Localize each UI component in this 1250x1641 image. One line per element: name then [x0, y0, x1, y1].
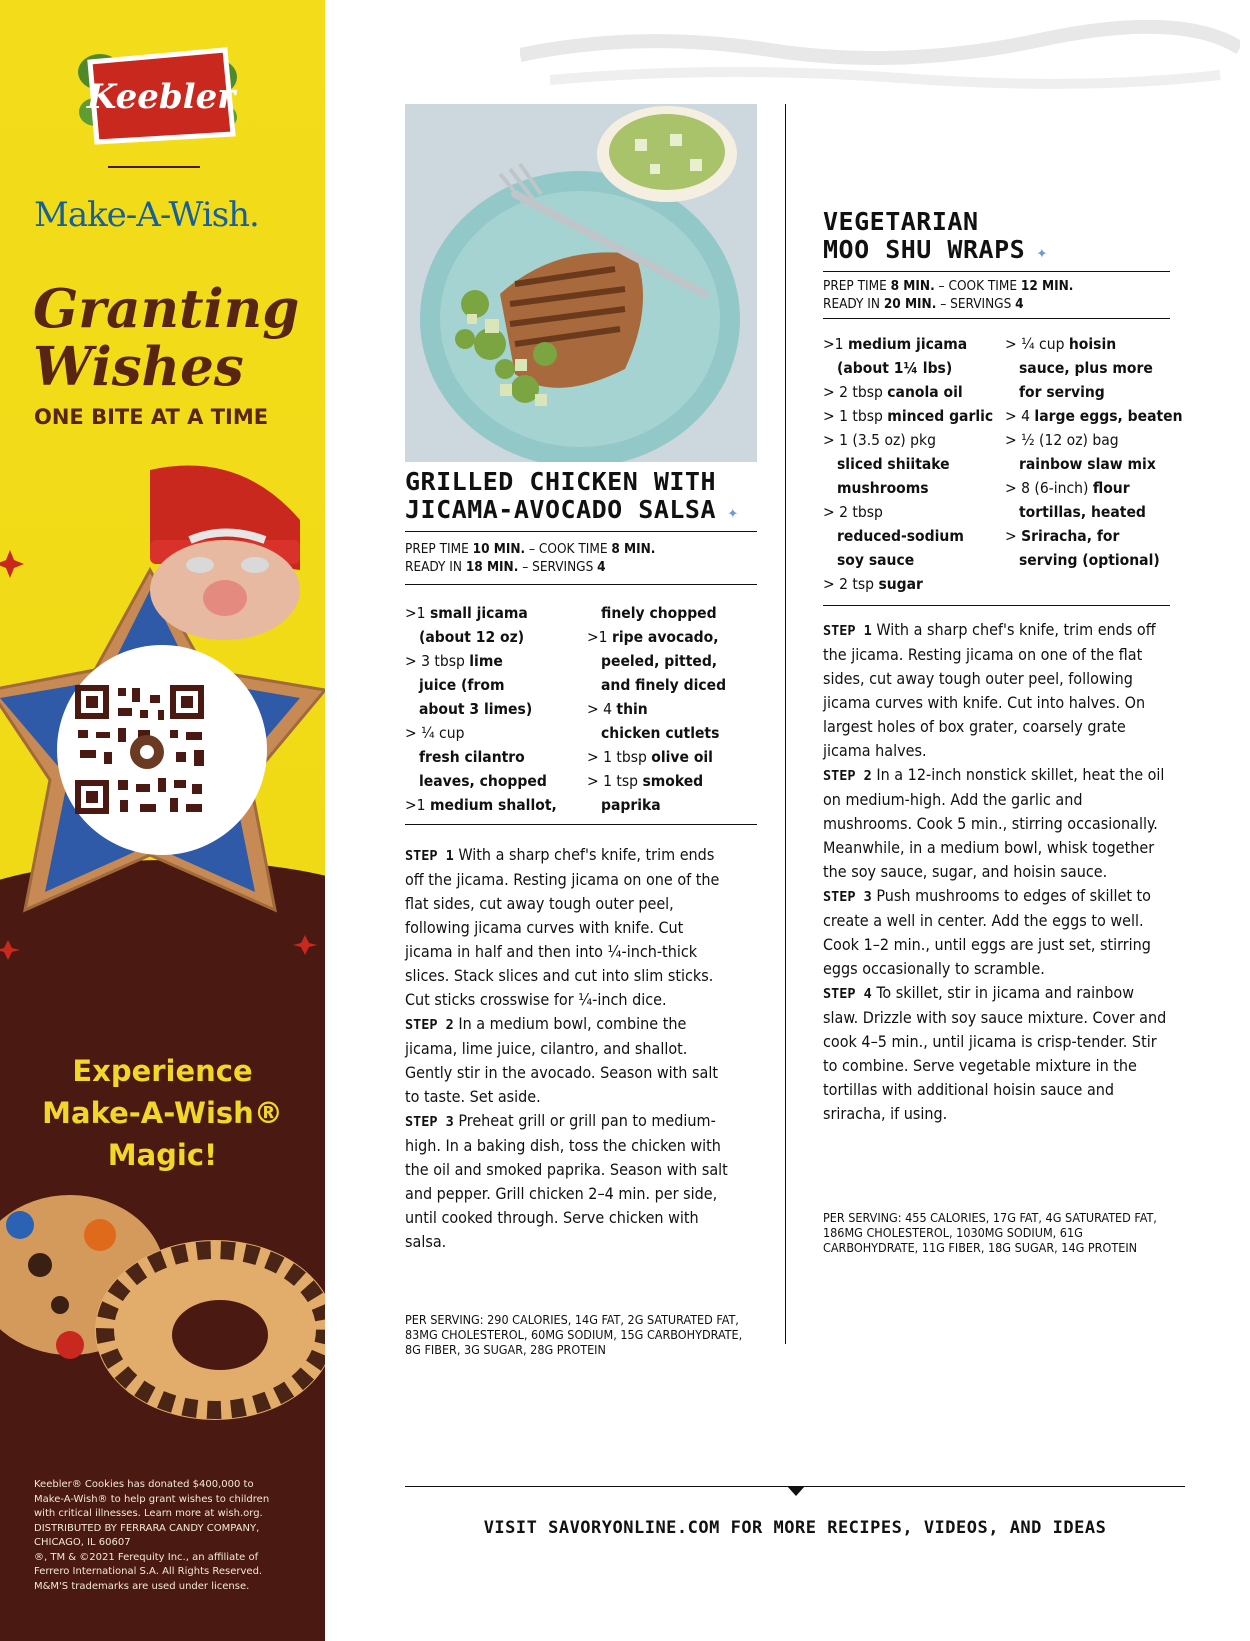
- ingredient-line: leaves, chopped: [419, 772, 547, 790]
- recipe2-title: [823, 208, 1048, 267]
- keebler-ad: [0, 0, 325, 1641]
- recipe-step: STEP 3 Push mushrooms to edges of skillet to create a well in center. Add the eggs to well. Cook 1–2 min., until eggs are just set, stirring eggs occasionally to scramble.: [823, 886, 1151, 978]
- ingredient-line: >1 medium jicama: [823, 335, 968, 353]
- ingredient-line: fresh cilantro: [419, 748, 525, 766]
- grilled-chicken-photo: [405, 104, 757, 462]
- sparkle-icon: ✦: [1025, 242, 1048, 263]
- make-a-wish-logo: Make-A-Wish.: [34, 195, 259, 235]
- ingredient-line: juice (from: [419, 676, 505, 694]
- sparkle-icon: [0, 940, 20, 960]
- recipe2-nutrition: PER SERVING: 455 CALORIES, 17G FAT, 4G SATURATED FAT, 186MG CHOLESTEROL, 1030MG SODIUM, 61G CARBOHYDRATE, 11G FIBER, 18G SUGAR, 14G PROTEIN: [823, 1210, 1157, 1255]
- ingredient-line: sliced shiitake: [837, 455, 950, 473]
- decorative-scribble: [520, 20, 1240, 110]
- ingredient-line: > 2 tsp sugar: [823, 575, 923, 593]
- ingredient-line: > ¼ cup hoisin: [1005, 335, 1117, 353]
- ingredient-line: soy sauce: [837, 551, 915, 569]
- footer-arrow-icon: [787, 1486, 805, 1496]
- ingredient-line: > 2 tbsp canola oil: [823, 383, 963, 401]
- ingredient-line: > ¼ cup: [405, 724, 465, 742]
- ingredient-line: (about 12 oz): [419, 628, 525, 646]
- recipe-step: STEP 3 Preheat grill or grill pan to medium-high. In a baking dish, toss the chicken with the oil and smoked paprika. Season with salt and pepper. Grill chicken 2–4 min. per side, until cooked through. Serve chicken with salsa.: [405, 1111, 728, 1251]
- ad-tagline: ONE BITE AT A TIME: [34, 405, 269, 429]
- recipe-step: STEP 1 With a sharp chef's knife, trim ends off the jicama. Resting jicama on one of the flat sides, cut away tough outer peel, following jicama curves with knife. Cut jicama in half and then into ¼-inch-thick slices. Stack slices and cut into slim sticks. Cut sticks crosswise for ¼-inch dice.: [405, 845, 720, 1009]
- keebler-logo: [75, 42, 240, 147]
- ingredient-line: peeled, pitted,: [601, 652, 718, 670]
- recipe1-title-rule: [405, 531, 757, 532]
- ingredient-line: > 1 tsp smoked: [587, 772, 704, 790]
- recipe-step: STEP 4 To skillet, stir in jicama and rainbow slaw. Drizzle with soy sauce mixture. Cover and cook 4–5 min., until jicama is crisp-tender. Stir to combine. Serve vegetable mixture in the tortillas with additional hoisin sauce and sriracha, if using.: [823, 983, 1167, 1123]
- recipe1-ingredients-rule: [405, 824, 757, 825]
- logo-text: Keebler: [86, 77, 236, 117]
- recipe2-title-line: MOO SHU WRAPS: [823, 235, 1026, 264]
- experience-line: Magic!: [107, 1138, 218, 1172]
- mascot-star-qr-illustration: [0, 440, 325, 980]
- recipe-step: STEP 2 In a 12-inch nonstick skillet, heat the oil on medium-high. Add the garlic and mushrooms. Cook 5 min., stirring occasionally. Meanwhile, in a medium bowl, whisk together the soy sauce, sugar, and hoisin sauce.: [823, 765, 1165, 881]
- ingredient-line: > ½ (12 oz) bag: [1005, 431, 1119, 449]
- recipe1-title-line: JICAMA-AVOCADO SALSA: [405, 495, 717, 524]
- ingredient-line: > 8 (6-inch) flour: [1005, 479, 1130, 497]
- ingredient-line: > Sriracha, for: [1005, 527, 1120, 545]
- recipe2-ingredients-rule: [823, 605, 1170, 606]
- logo-divider: [108, 166, 200, 168]
- ingredient-line: > 3 tbsp lime: [405, 652, 503, 670]
- recipe1-ingredients-right: [587, 601, 726, 817]
- recipe2-title-line: VEGETARIAN: [823, 207, 979, 236]
- sparkle-icon: [0, 550, 24, 578]
- recipe2-times: PREP TIME 8 MIN. – COOK TIME 12 MIN. READY IN 20 MIN. – SERVINGS 4: [823, 278, 1074, 312]
- ingredient-line: sauce, plus more: [1019, 359, 1153, 377]
- ingredient-line: paprika: [601, 796, 661, 814]
- recipe2-ingredients-right: [1005, 332, 1183, 572]
- recipe2-title-rule: [823, 271, 1170, 272]
- recipe-step: STEP 1 With a sharp chef's knife, trim ends off the jicama. Resting jicama on one of the flat sides, cut away tough outer peel, following jicama curves with knife. Cut into halves. On largest holes of box grater, coarsely grate jicama halves.: [823, 620, 1156, 760]
- ingredient-line: mushrooms: [837, 479, 929, 497]
- recipe1-nutrition: PER SERVING: 290 CALORIES, 14G FAT, 2G SATURATED FAT, 83MG CHOLESTEROL, 60MG SODIUM, 15G CARBOHYDRATE, 8G FIBER, 3G SUGAR, 28G PROTEIN: [405, 1312, 743, 1357]
- trademark-label: TM: [200, 910, 215, 921]
- ingredient-line: >1 medium shallot,: [405, 796, 557, 814]
- recipe1-ingredients-left: [405, 601, 557, 817]
- recipe2-steps: [823, 618, 1168, 1126]
- ingredient-line: about 3 limes): [419, 700, 533, 718]
- recipe-step: STEP 2 In a medium bowl, combine the jicama, lime juice, cilantro, and shallot. Gently stir in the avocado. Season with salt to taste. Set aside.: [405, 1014, 718, 1106]
- ingredient-line: chicken cutlets: [601, 724, 720, 742]
- experience-line: Make-A-Wish®: [42, 1096, 283, 1130]
- ingredient-line: reduced-sodium: [837, 527, 964, 545]
- ingredient-line: > 1 tbsp olive oil: [587, 748, 713, 766]
- ingredient-line: > 2 tbsp: [823, 503, 883, 521]
- recipe2-ingredients-left: [823, 332, 993, 596]
- sparkle-icon: ✦: [716, 502, 739, 523]
- recipe2-meta-rule: [823, 318, 1170, 319]
- ingredient-line: serving (optional): [1019, 551, 1160, 569]
- ingredient-line: rainbow slaw mix: [1019, 455, 1156, 473]
- sparkle-icon: [293, 935, 317, 955]
- cookies-illustration: [0, 1185, 325, 1420]
- recipe1-meta-rule: [405, 584, 757, 585]
- recipe1-title-line: GRILLED CHICKEN WITH: [405, 467, 717, 496]
- ingredient-line: > 1 (3.5 oz) pkg: [823, 431, 936, 449]
- ingredient-line: for serving: [1019, 383, 1105, 401]
- visit-website-link[interactable]: VISIT SAVORYONLINE.COM FOR MORE RECIPES, VIDEOS, AND IDEAS: [483, 1518, 1107, 1538]
- recipe1-steps: [405, 843, 735, 1254]
- ingredient-line: > 1 tbsp minced garlic: [823, 407, 994, 425]
- ingredient-line: >1 small jicama: [405, 604, 528, 622]
- ad-headline: Granting Wishes: [33, 278, 300, 398]
- ingredient-line: tortillas, heated: [1019, 503, 1146, 521]
- ingredient-line: finely chopped: [601, 604, 717, 622]
- ad-fine-print: Keebler® Cookies has donated $400,000 to Make-A-Wish® to help grant wishes to children with critical illnesses. Learn more at wish.org. DISTRIBUTED BY FERRARA CANDY COMPANY, CHICAGO, IL 60607 ®, TM & ©2021 Ferequity Inc., an affiliate of Ferrero International S.A. All Rights Reserved. M&M'S trademarks are used under license.: [34, 1479, 270, 1592]
- ingredient-line: (about 1¼ lbs): [837, 359, 953, 377]
- experience-magic-text: [0, 1050, 325, 1176]
- ingredient-line: > 4 large eggs, beaten: [1005, 407, 1183, 425]
- ingredient-line: > 4 thin: [587, 700, 648, 718]
- recipe1-times: PREP TIME 10 MIN. – COOK TIME 8 MIN. READY IN 18 MIN. – SERVINGS 4: [405, 541, 656, 575]
- ingredient-line: and finely diced: [601, 676, 727, 694]
- column-divider: [785, 104, 786, 1344]
- recipe1-title: [405, 468, 739, 527]
- experience-line: Experience: [72, 1054, 253, 1088]
- ingredient-line: >1 ripe avocado,: [587, 628, 719, 646]
